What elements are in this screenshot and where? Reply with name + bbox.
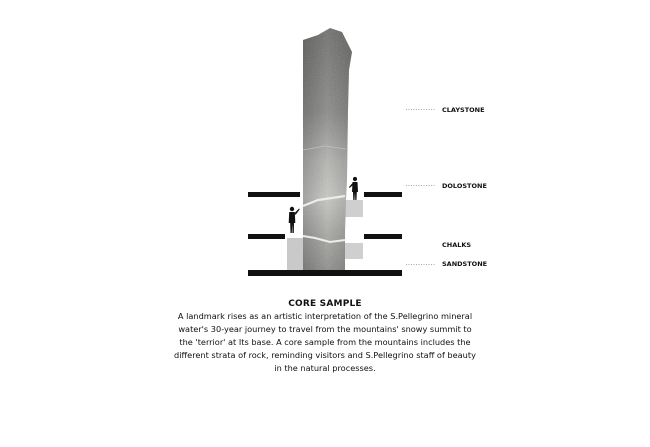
caption <box>150 299 500 375</box>
floor-slab-middle-left <box>248 234 285 239</box>
core-sample-column <box>303 28 352 270</box>
caption-line: different strata of rock, reminding visitors and S.Pellegrino staff of beauty <box>174 350 476 360</box>
caption-body <box>150 310 500 375</box>
caption-line: in the natural processes. <box>274 363 376 373</box>
floor-slab-middle-right <box>364 234 402 239</box>
step-block-lower-right <box>345 243 363 259</box>
caption-line: the 'terrior' at Its base. A core sample from the mountains includes the <box>179 337 471 347</box>
step-block-lower-left <box>287 238 305 270</box>
caption-line: water's 30-year journey to travel from the mountains' snowy summit to <box>178 324 472 334</box>
floor-slab-top-left <box>248 192 300 197</box>
step-block-upper <box>345 200 363 217</box>
label-sandstone: SANDSTONE <box>442 260 488 268</box>
label-claystone: CLAYSTONE <box>442 106 485 114</box>
floor-slab-ground <box>248 270 402 276</box>
label-chalks: CHALKS <box>442 241 472 249</box>
label-dolostone: DOLOSTONE <box>442 182 487 190</box>
caption-line: A landmark rises as an artistic interpretation of the S.Pellegrino mineral <box>177 311 473 321</box>
caption-title: CORE SAMPLE <box>288 299 362 309</box>
person-silhouette-lower <box>289 207 300 233</box>
floor-slab-top-right <box>364 192 402 197</box>
person-silhouette-upper <box>349 177 358 200</box>
